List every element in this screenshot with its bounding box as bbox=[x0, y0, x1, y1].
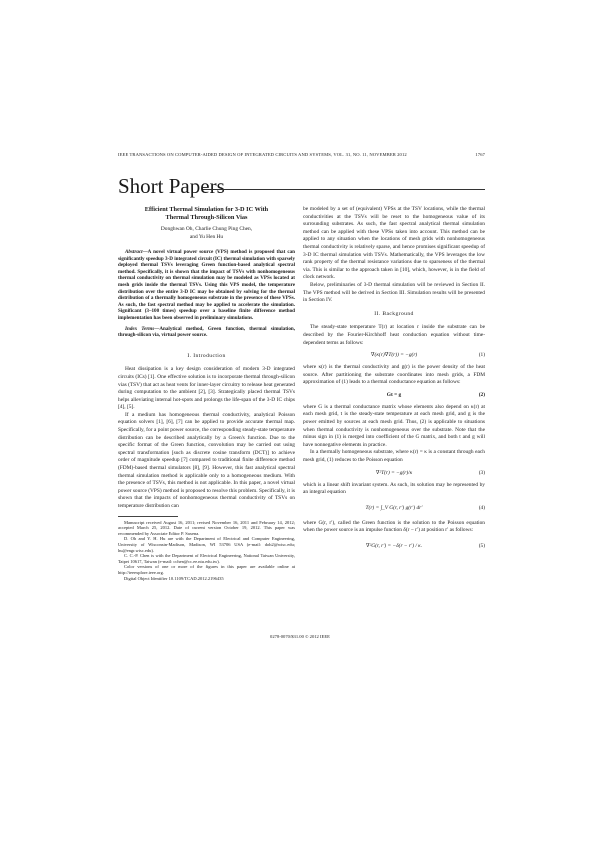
body-paragraph: where κ(r) is the thermal conductivity and g(r) is the power density of the heat source. After partitioning the substrate coordinates into mesh grids, a FDM approximation of (1) leads to a thermal conductance equation as follows: bbox=[303, 364, 485, 386]
body-paragraph: The steady-state temperature T(r) at location r inside the substrate can be described by the Fourier-Kirchhoff heat conduction equation without time-dependent terms as follows: bbox=[303, 324, 485, 346]
body-paragraph: be modeled by a set of (equivalent) VPSs at the TSV locations, while the thermal conductivities at the TSVs will be reset to the homogeneous value of its surrounding substrates. As such, the fast spectral analytical thermal simulation method can be applied with these VPSs taken into account. This method can be applied to any situation when the locations of mesh grids with nonhomogeneous thermal conductivity is relatively sparse, and hence promises significant speedup of 3-D IC thermal simulation with TSVs. Mathematically, the VPS leverages the low rank property of the thermal resistance variations due to sparseness of the thermal via. This is similar to the approach taken in [10], which, however, is in the field of clock network. bbox=[303, 206, 485, 281]
authors-line: Donghwan Oh, Charlie Chung Ping Chen, bbox=[160, 226, 253, 233]
footnote: C. C.-P. Chen is with the Department of Electrical Engineering, National Taiwan University, Taipei 10617, Taiwan (e-mail: cchen@cc.ee.ntu.edu.tw). bbox=[118, 553, 295, 564]
running-header bbox=[118, 152, 485, 157]
footnote: D. Oh and Y. H. Hu are with the Department of Electrical and Computer Engineering, University of Wisconsin-Madison, Madison, WI 53706 USA (e-mail: doh2@wisc.edu; hu@engr.wisc.edu). bbox=[118, 536, 295, 553]
section-heading-background: II. Background bbox=[374, 310, 414, 317]
body-paragraph: If a medium has homogeneous thermal conductivity, analytical Poisson equation solvers [1], [6], [7] can be applied to provide accurate thermal map. Specifically, for a point power source, the corresponding steady-state temperature distribution can be described analytically by a Green's function. Due to the specific format of the Green function, convolution may be carried out using spectral transformation [such as discrete cosine transform (DCT)] to achieve order of magnitude speedup [7] compared to traditional finite difference method (FDM)-based thermal simulators [8], [9]. However, this fast analytical spectral thermal simulation method is applicable only to a homogeneous medium. With the presence of TSVs, this method is not applicable. In this paper, a novel virtual power source (VPS) method is proposed to resolve this problem. Specifically, it is shown that the impacts of nonhomogeneous thermal conductivity of TSVs on temperature distribution can bbox=[118, 411, 295, 509]
equation-body: ∇²G(r, r′) = −δ(r − r′) / κ. bbox=[365, 543, 423, 549]
footnote: Digital Object Identifier 10.1109/TCAD.2012.2196435 bbox=[124, 575, 224, 581]
equation-1 bbox=[303, 351, 485, 359]
journal-running-title: IEEE TRANSACTIONS ON COMPUTER-AIDED DESIGN OF INTEGRATED CIRCUITS AND SYSTEMS, VOL. 31, NO. 11, NOVEMBER 2012 bbox=[118, 152, 407, 157]
right-column bbox=[303, 206, 485, 558]
footnotes bbox=[118, 520, 295, 582]
abstract-text: —A novel virtual power source (VPS) method is proposed that can significantly speedup 3-D integrated circuit (IC) thermal simulation with sparsely deployed thermal TSVs leveraging Green function-based analytical spectral method. Specifically, it is shown that the impact of TSVs with nonhomogeneous thermal conductivity on thermal simulation may be modeled as VPSs located at mesh grids inside the thermal TSVs. Using this VPS model, the temperature distribution over the entire 3-D IC may be obtained by solving for the thermal distribution of a thermally homogeneous substrate in the presence of these VPSs. As such, the fast spectral method may be applied to accelerate the simulation. Significant (3–100 times) speedup over a baseline finite difference method implementation has been observed in preliminary simulations. bbox=[118, 249, 295, 321]
equation-2 bbox=[303, 391, 485, 399]
paper-authors bbox=[118, 226, 295, 241]
paper-title-line: Efficient Thermal Simulation for 3-D IC With bbox=[144, 206, 269, 213]
section-heading-introduction: I. Introduction bbox=[187, 352, 226, 359]
index-terms bbox=[118, 326, 295, 339]
equation-number: (4) bbox=[478, 504, 485, 511]
authors-line: and Yu Hen Hu bbox=[189, 233, 224, 240]
body-paragraph: Heat dissipation is a key design consideration of modern 3-D integrated circuits (ICs) [1]. One effective solution is to incorporate thermal through-silicon vias (TSV) that act as heat vents for inner-layer circuitry to release heat generated during computation to the ambient [2], [3]. Strategically placed thermal TSVs helps alleviating internal hot-spots and prolongs the life-span of the 3-D IC chips [4], [5]. bbox=[118, 366, 295, 411]
equation-number: (1) bbox=[478, 352, 485, 359]
body-paragraph: where G is a thermal conductance matrix whose elements also depend on κ(r) at each mesh grid, t is the steady-state temperature at each mesh grid, and g is the power emitted by sources at each mesh grid. Thus, (2) is applicable to situations when thermal conductivity is nonhomogeneous over the substrate. Note that the minus sign in (1) is merged into coefficient of the G matrix, and both t and g will have nonnegative elements in practice. bbox=[303, 403, 485, 448]
page-number: 1767 bbox=[475, 152, 485, 157]
equation-number: (3) bbox=[478, 469, 485, 476]
footnote: Manuscript received August 16, 2011; revised November 16, 2011 and February 14, 2012; accepted March 25, 2012. Date of current version October 19, 2012. This paper was recommended by Associate Editor P. Saxena. bbox=[118, 519, 295, 536]
body-paragraph: where G(r, r′), called the Green function is the solution to the Poisson equation when the power source is an impulse function δ(r − r′) at position r′ as follows: bbox=[303, 519, 485, 534]
banner-rule bbox=[203, 189, 485, 190]
equation-5 bbox=[303, 539, 485, 553]
copyright-footer: 0278-0070/$31.00 © 2012 IEEE bbox=[270, 634, 330, 639]
footnote: Color versions of one or more of the figures in this paper are available online at http://ieeexplore.ieee.org. bbox=[118, 564, 295, 575]
equation-body: ∇²T(r) = −g(r)/κ bbox=[375, 469, 413, 476]
body-paragraph: which is a linear shift invariant system. As such, its solution may be represented by an integral equation bbox=[303, 481, 485, 496]
equation-4 bbox=[303, 501, 485, 515]
index-terms-label: Index Terms bbox=[125, 325, 155, 332]
equation-body: Gt = g bbox=[386, 391, 402, 398]
abstract-label: Abstract bbox=[125, 249, 143, 255]
equation-3 bbox=[303, 469, 485, 477]
body-paragraph: In a thermally homogeneous substrate, where κ(r) = κ is a constant through each mesh grid, (1) reduces to the Poisson equation bbox=[303, 449, 485, 464]
equation-number: (5) bbox=[478, 543, 485, 549]
paper-title-line: Thermal Through-Silicon Vias bbox=[165, 213, 248, 221]
footnote-rule bbox=[118, 516, 178, 517]
section-banner: Short Papers bbox=[118, 174, 225, 198]
left-column bbox=[118, 206, 295, 581]
equation-body: ∇(κ(r)∇T(r)) = −g(r) bbox=[370, 352, 418, 359]
abstract bbox=[118, 249, 295, 322]
equation-body: T(r) = ∫_V G(r, r′) g(r′) dr′ bbox=[365, 504, 423, 511]
index-terms-text: —Analytical method, Green function, thermal simulation, through-silicon via, virtual power source. bbox=[118, 325, 295, 339]
paper-title bbox=[118, 206, 295, 221]
equation-number: (2) bbox=[478, 391, 485, 398]
body-paragraph: Below, preliminaries of 3-D thermal simulation will be reviewed in Section II. The VPS method will be derived in Section III. Simulation results will be presented in Section IV. bbox=[303, 281, 485, 304]
